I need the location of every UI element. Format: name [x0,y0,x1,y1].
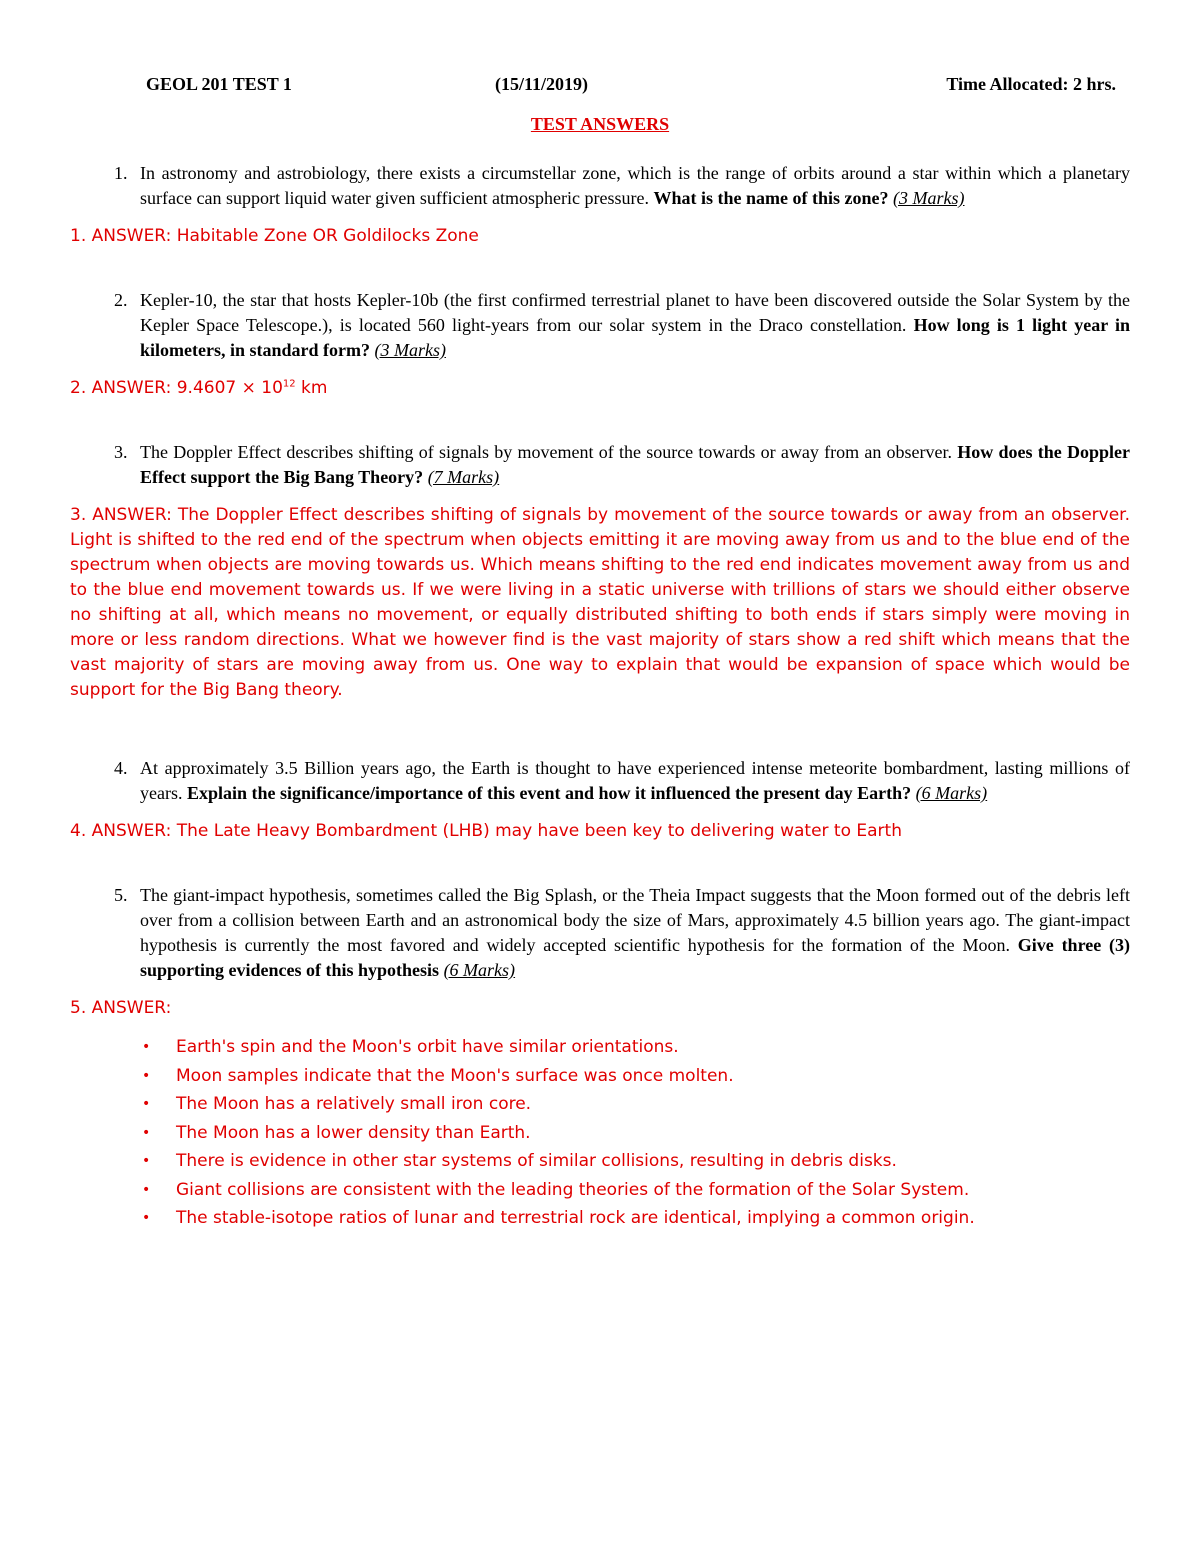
evidence-text: The Moon has a lower density than Earth. [176,1122,531,1143]
document-title: TEST ANSWERS [530,114,670,134]
question-number: 4. [114,758,128,778]
question-prompt: What is the name of this zone? [653,188,889,208]
test-date: (15/11/2019) [495,74,588,94]
question-marks: (6 Marks) [915,783,988,803]
question-prompt: How long is 1 light year in kilometers, in standard form? [140,315,1130,360]
question-1 [70,161,1130,211]
question-2 [70,288,1130,363]
question-marks: (7 Marks) [427,467,500,487]
answer-unit: km [295,378,328,398]
list-item [140,1062,1130,1091]
list-item [140,1119,1130,1148]
evidence-text: The Moon has a relatively small iron core. [176,1094,532,1114]
document-header [70,74,1130,100]
answer-4: 4. ANSWER: The Late Heavy Bombardment (LHB) may have been key to delivering water to Earth [70,821,902,841]
question-number: 3. [114,442,128,462]
question-4 [70,756,1130,806]
question-text: In astronomy and astrobiology, there exists a circumstellar zone, which is the range of orbits around a star within which a planetary surface can support liquid water given sufficient atmospheric pressure. [140,163,1130,208]
question-5 [70,883,1130,983]
course-code: GEOL 201 TEST 1 [146,74,292,94]
evidence-text: The stable-isotope ratios of lunar and terrestrial rock are identical, implying a common origin. [176,1208,975,1228]
answer-3: 3. ANSWER: The Doppler Effect describes shifting of signals by movement of the source towards or away from an observer. Light is shifted to the red end of the spectrum when objects emitting it are moving away from us and to the blue end of the spectrum when objects are moving towards us. Which means shifting to the red end indicates movement away from us and to the blue end movement towards us. If we were living in a static universe with trillions of stars we should either observe no shifting at all, which means no movement, or equally distributed shifting to both ends if stars simply were moving in more or less random directions. What we however find is the vast majority of stars show a red shift which means that the vast majority of stars are moving away from us. One way to explain that would be expansion of space which would be support for the Big Bang theory. [70,505,1130,700]
time-allocated: Time Allocated: 2 hrs. [946,74,1116,94]
list-item [140,1147,1130,1176]
question-marks: (3 Marks) [893,188,965,208]
answer-exponent: 12 [282,378,296,390]
question-text: At approximately 3.5 Billion years ago, the Earth is thought to have experienced intense meteorite bombardment, lasting millions of years. [140,758,1130,803]
question-number: 1. [114,163,128,183]
answer-5: 5. ANSWER: [70,998,172,1018]
question-number: 5. [114,885,128,905]
bullet-icon: • [142,1096,151,1112]
list-item [140,1090,1130,1119]
bullet-icon: • [142,1124,151,1141]
evidence-text: Giant collisions are consistent with the leading theories of the formation of the Solar System. [176,1179,970,1200]
question-text: Kepler-10, the star that hosts Kepler-10b (the first confirmed terrestrial planet to have been discovered outside the Solar System by the Kepler Space Telescope.), is located 560 light-years from our solar system in the Draco constellation. [140,290,1130,335]
list-item [140,1176,1130,1205]
list-item [140,1033,1130,1062]
question-text: The giant-impact hypothesis, sometimes called the Big Splash, or the Theia Impact suggests that the Moon formed out of the debris left over from a collision between Earth and an astronomical body the size of Mars, approximately 4.5 billion years ago. The giant-impact hypothesis is currently the most favored and widely accepted scientific hypothesis for the formation of the Moon. [140,885,1130,955]
evidence-text: Earth's spin and the Moon's orbit have similar orientations. [176,1037,679,1057]
answer-1: 1. ANSWER: Habitable Zone OR Goldilocks Zone [70,226,479,246]
evidence-text: Moon samples indicate that the Moon's surface was once molten. [176,1065,734,1086]
question-prompt: How does the Doppler Effect support the Big Bang Theory? [140,442,1131,487]
bullet-icon: • [142,1181,151,1198]
evidence-text: There is evidence in other star systems of similar collisions, resulting in debris disks. [176,1151,897,1171]
bullet-icon: • [142,1153,151,1169]
answer-2 [70,376,1130,401]
question-3 [70,440,1130,490]
question-marks: (3 Marks) [374,340,446,360]
question-number: 2. [114,290,128,310]
evidence-list [70,1033,1130,1233]
list-item [140,1204,1130,1233]
bullet-icon: • [142,1210,151,1226]
question-text: The Doppler Effect describes shifting of signals by movement of the source towards or away from an observer. [140,442,953,462]
bullet-icon: • [142,1039,151,1055]
question-marks: (6 Marks) [443,960,516,980]
bullet-icon: • [142,1067,151,1084]
answer-text: 2. ANSWER: 9.4607 × 10 [70,378,283,398]
question-prompt: Explain the significance/importance of this event and how it influenced the present day Earth? [186,783,912,803]
question-prompt: Give three (3) supporting evidences of this hypothesis [140,935,1130,980]
